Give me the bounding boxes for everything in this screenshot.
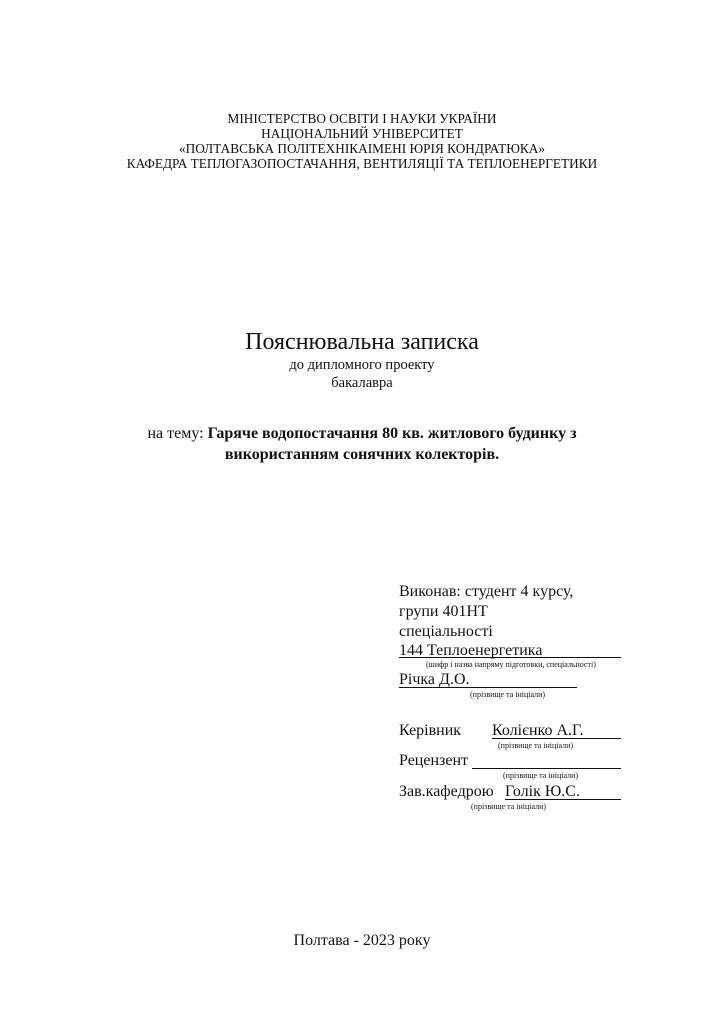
reviewer-note: (прізвище та ініціали) [503,771,579,780]
topic-prefix: на тему: [147,425,208,442]
department-line: КАФЕДРА ТЕПЛОГАЗОПОСТАЧАННЯ, ВЕНТИЛЯЦІЇ ТА ТЕПЛОЕНЕРГЕТИКИ [126,156,598,171]
specialty-value: 144 Теплоенергетика [399,642,543,659]
topic-text-1: Гаряче водопостачання 80 кв. житлового будинку з [207,425,577,442]
degree-label: бакалавра [331,375,393,391]
supervisor-underline [492,738,621,739]
student-underline [399,687,577,688]
specialty-label: спеціальності [399,623,493,640]
ministry-line: МІНІСТЕРСТВО ОСВІТИ І НАУКИ УКРАЇНИ [227,111,497,126]
document-title: Пояснювальна записка [245,329,479,355]
group: групи 401НТ [399,603,488,620]
university-name-line: «ПОЛТАВСЬКА ПОЛІТЕХНІКАІМЕНІ ЮРІЯ КОНДРАТЮКА» [178,141,546,156]
document-subtitle: до дипломного проекту [289,357,435,373]
head-underline [505,799,621,800]
head-name: Голік Ю.С. [505,783,580,800]
head-label: Зав.кафедрою [399,783,494,800]
student-name: Річка Д.О. [399,671,470,688]
supervisor-note: (прізвище та ініціали) [498,741,574,750]
city-year: Полтава - 2023 року [293,932,431,949]
topic-text-2: використанням сонячних колекторів. [224,446,500,463]
topic-line-2 [0,445,724,465]
supervisor-name: Колієнко А.Г. [492,722,584,739]
topic-line-1 [0,424,724,444]
performed-by: Виконав: студент 4 курсу, [399,583,574,600]
reviewer-underline [472,768,621,769]
student-note: (прізвище та ініціали) [470,690,546,699]
university-line: НАЦІОНАЛЬНИЙ УНІВЕРСИТЕТ [261,126,463,141]
supervisor-label: Керівник [399,722,462,739]
specialty-underline [399,657,621,658]
head-note: (прізвище та ініціали) [471,802,547,811]
specialty-note: (шифр і назва напряму підготовки, спеціальності) [426,660,596,669]
reviewer-label: Рецензент [399,752,468,769]
